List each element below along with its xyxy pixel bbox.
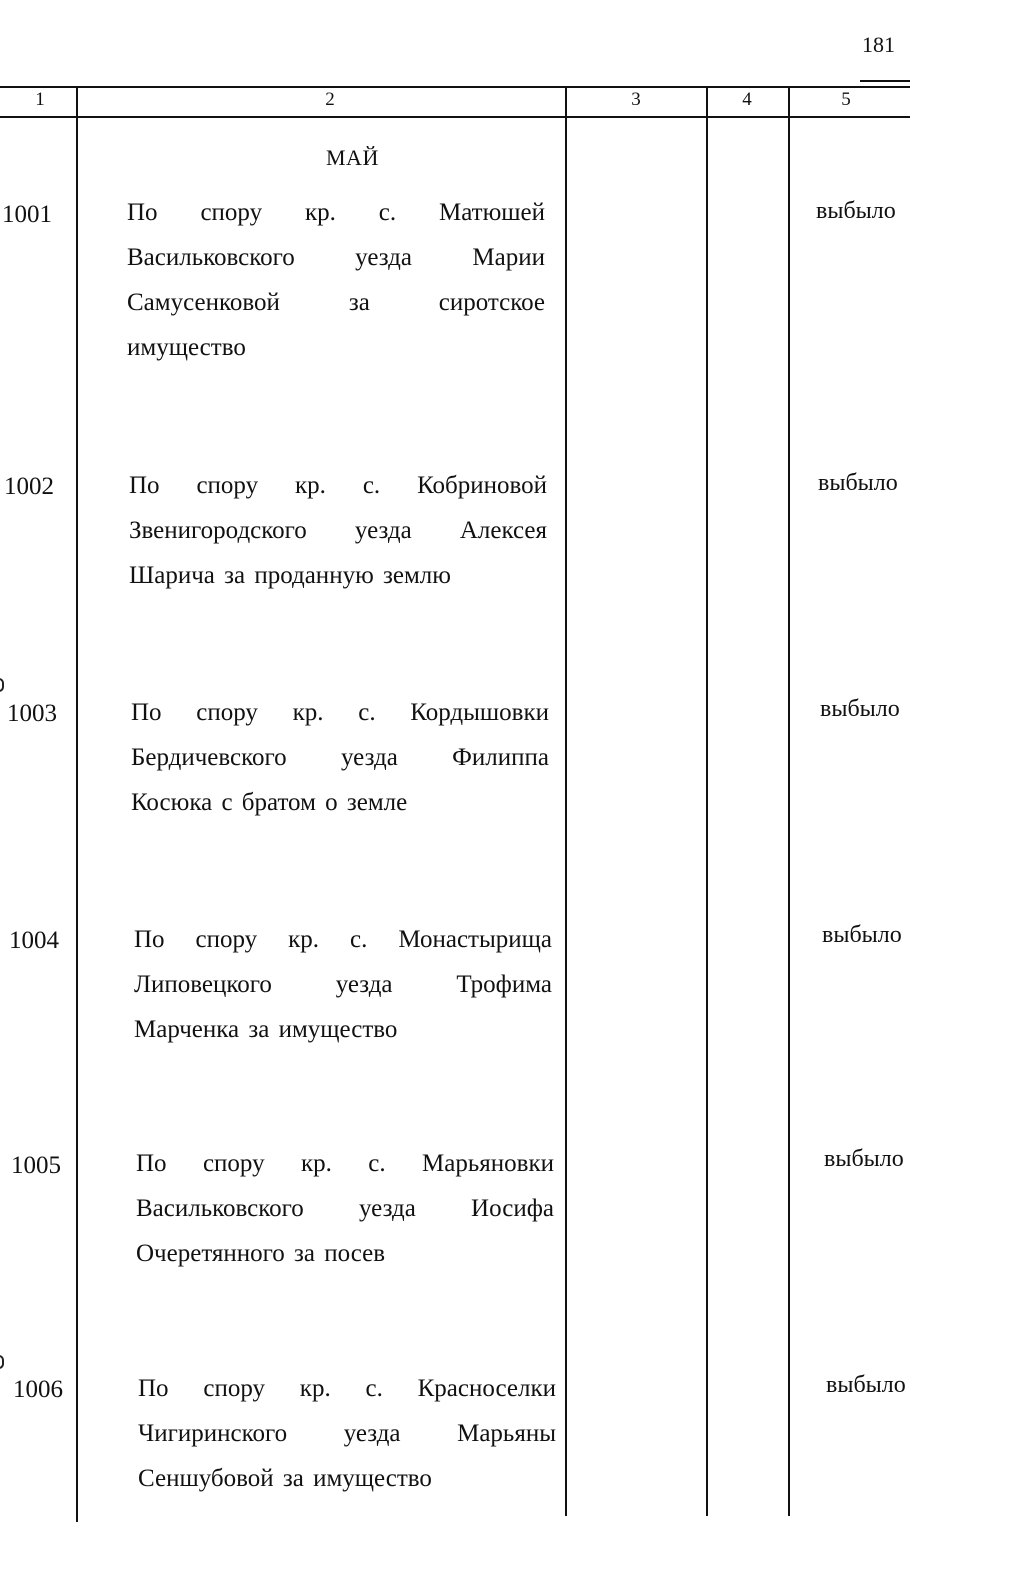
entry-number: 1001: [2, 201, 52, 228]
entry-description: По спору кр. с. Кобриновой Звенигородского уезда Алексея Шарича за проданную землю: [129, 472, 547, 589]
entry-status: выбыло: [824, 1146, 904, 1172]
column-header-3: 3: [631, 89, 641, 110]
entry-status: выбыло: [822, 922, 902, 948]
entry-number: 1002: [4, 473, 54, 500]
scan-artifact-mark: [0, 678, 4, 692]
column-divider-2-3: [565, 86, 567, 1516]
table-top-rule: [0, 86, 910, 88]
scan-artifact-mark: [0, 1355, 4, 1369]
page-top-rule: [860, 80, 910, 82]
entry-number: 1003: [7, 700, 57, 727]
column-header-5: 5: [841, 89, 851, 110]
entry-description: По спору кр. с. Марьяновки Васильковского уезда Иосифа Очеретянного за посев: [136, 1150, 554, 1267]
column-header-2: 2: [325, 89, 335, 110]
entry-description: По спору кр. с. Кордышовки Бердичевского уезда Филиппа Косюка с братом о земле: [131, 699, 549, 816]
entry-description: По спору кр. с. Монастырища Липовецкого уезда Трофима Марченка за имущество: [134, 926, 552, 1043]
entry-status: выбыло: [818, 470, 898, 496]
header-bottom-rule: [0, 116, 910, 118]
column-header-4: 4: [742, 89, 752, 110]
month-heading: МАЙ: [326, 145, 379, 170]
column-divider-4-5: [788, 86, 790, 1516]
column-divider-1-2: [76, 86, 78, 1522]
column-header-1: 1: [35, 89, 45, 110]
page-number: 181: [862, 32, 895, 57]
column-divider-3-4: [706, 86, 708, 1516]
entry-number: 1004: [9, 927, 59, 954]
entry-status: выбыло: [816, 198, 896, 224]
entry-status: выбыло: [820, 696, 900, 722]
entry-description: По спору кр. с. Матюшей Васильковского уезда Марии Самусенковой за сиротское имущество: [127, 199, 545, 361]
entry-description: По спору кр. с. Красноселки Чигиринского уезда Марьяны Сеншубовой за имущество: [138, 1375, 556, 1492]
entry-status: выбыло: [826, 1372, 906, 1398]
entry-number: 1006: [13, 1376, 63, 1403]
entry-number: 1005: [11, 1152, 61, 1179]
